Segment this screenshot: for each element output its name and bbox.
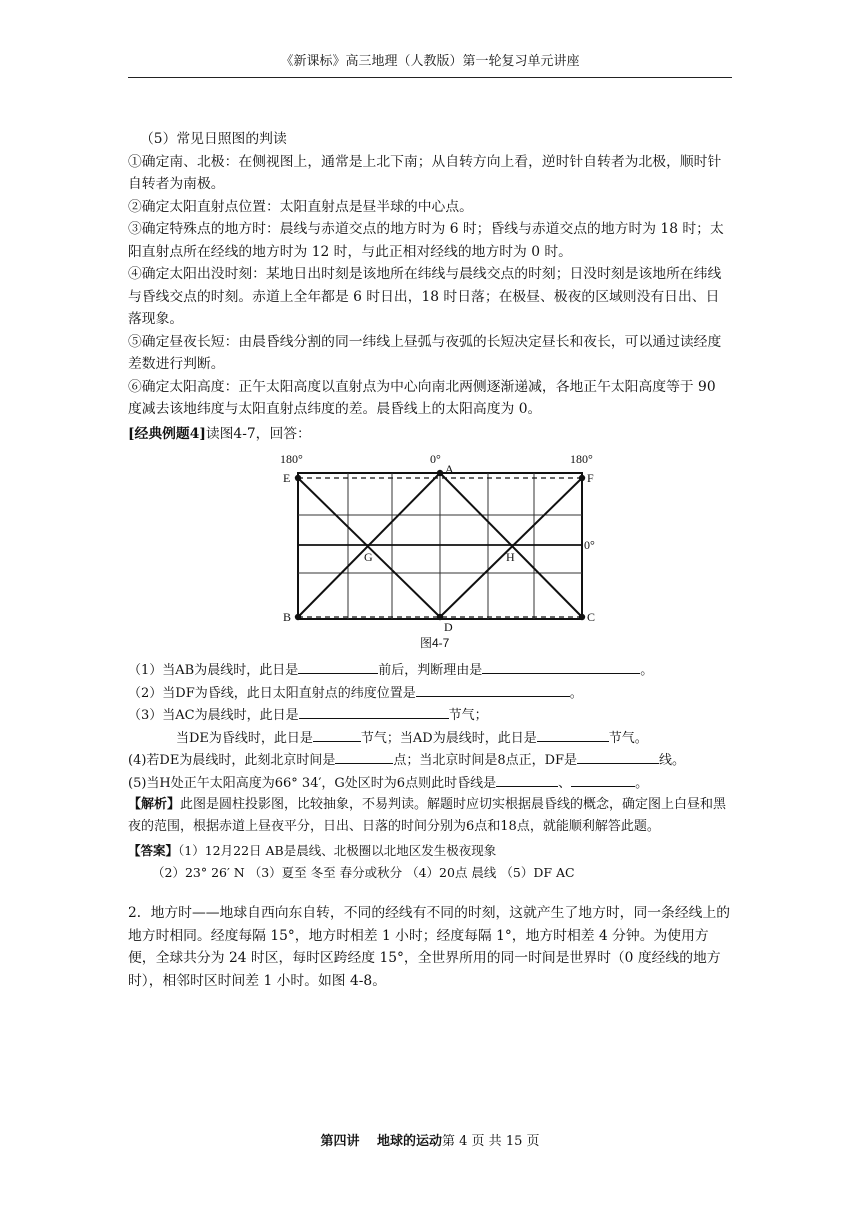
analysis-tag: 【解析】 — [128, 797, 181, 812]
footer-page: 第 4 页 共 15 页 — [442, 1134, 540, 1149]
question-text: 。 — [635, 775, 649, 791]
section5-item: ①确定南、北极：在侧视图上，通常是上北下南；从自转方向上看，逆时针自转者为北极，顺时针自转者为南极。 — [128, 153, 722, 192]
answer-blank — [335, 749, 393, 764]
question-text: 。 — [640, 663, 654, 678]
sunlight-diagram — [278, 449, 598, 659]
question-text: （1）当AB为晨线时，此日是 — [128, 663, 299, 678]
page-footer — [0, 1130, 860, 1149]
figure-caption: 图4-7 — [420, 636, 450, 650]
answer-blank — [482, 659, 640, 674]
equator-label: 0° — [584, 538, 595, 552]
question-text: （3）当AC为晨线时，此日是 — [128, 708, 299, 723]
header-rule — [128, 77, 732, 78]
meridian-lines — [348, 473, 534, 619]
section5-item: ⑥确定太阳高度：正午太阳高度以直射点为中心向南北两侧逐渐递减，各地正午太阳高度等于 90 度减去该地纬度与太阳直射点纬度的差。晨昏线上的太阳高度为 0。 — [128, 378, 716, 417]
answer-blank — [537, 727, 609, 742]
answer-line-2: （2）23° 26′ N （3）夏至 冬至 春分或秋分 （4）20点 晨线 （5）DF AC — [152, 865, 575, 880]
section5-title: （5）常见日照图的判读 — [140, 131, 287, 147]
section5-item: ③确定特殊点的地方时：晨线与赤道交点的地方时为 6 时；昏线与赤道交点的地方时为 18 时；太阳直射点所在经线的地方时为 12 时，与此正相对经线的地方时为 0 时。 — [128, 221, 724, 260]
question-text: 、 — [558, 775, 572, 791]
question-text: 点；当北京时间是8点正，DF是 — [393, 753, 578, 768]
answer-line-1 — [128, 840, 732, 862]
answer-blank — [313, 727, 361, 742]
answer-tag: 【答案】 — [128, 843, 179, 858]
answer-blank — [571, 772, 635, 787]
question-3 — [128, 704, 732, 727]
question-text: （2）当DF为昏线，此日太阳直射点的纬度位置是 — [128, 685, 416, 701]
point-label-G: G — [364, 550, 373, 564]
answer-blank — [416, 682, 570, 697]
question-text: 当DE为昏线时，此日是 — [176, 730, 313, 746]
question-list — [128, 659, 732, 794]
lon-label-left: 180° — [280, 452, 303, 466]
question-2 — [128, 682, 732, 705]
point-label-E: E — [283, 471, 291, 485]
answer-blank — [298, 659, 378, 674]
lon-label-mid: 0° — [430, 452, 441, 466]
point-label-C: C — [587, 610, 596, 624]
question-text: 。 — [569, 685, 583, 701]
answer-blank — [577, 749, 659, 764]
lon-label-right: 180° — [570, 452, 593, 466]
question-text: 节气。 — [608, 730, 648, 746]
question-1 — [128, 659, 732, 682]
question-text: 节气； — [448, 708, 488, 723]
question-5 — [128, 772, 732, 795]
question-3-cont — [128, 727, 732, 750]
point-label-B: B — [283, 610, 292, 624]
question-text: (5)当H处正午太阳高度为66° 34′，G处区时为6点则此时昏线是 — [128, 775, 497, 791]
section2-paragraph: 2．地方时——地球自西向东自转，不同的经线有不同的时刻，这就产生了地方时，同一条经线上的地方时相同。经度每隔 15°，地方时相差 1 小时；经度每隔 1°，地方时相差 4 分钟。为使用方便，全球共分为 24 时区，每时区跨经度 15°，全世界所用的同一时间是世界时（0 度经线的地方时），相邻时区时间差 1 小时。如图 4-8。 — [128, 905, 731, 989]
answer-blank — [299, 704, 449, 719]
question-4 — [128, 749, 732, 772]
question-text: 节气；当AD为晨线时，此日是 — [360, 730, 537, 746]
point-label-H: H — [506, 550, 515, 564]
section5-item: ⑤确定昼夜长短：由晨昏线分割的同一纬线上昼弧与夜弧的长短决定昼长和夜长，可以通过读经度差数进行判断。 — [128, 333, 722, 372]
question-text: (4)若DE为晨线时，此刻北京时间是 — [128, 753, 336, 768]
analysis-text: 此图是圆柱投影图，比较抽象，不易判读。解题时应切实根据晨昏线的概念，确定图上白昼和黑夜的范围，根据赤道上昼夜平分，日出、日落的时间分别为6点和18点，就能顺利解答此题。 — [128, 797, 727, 834]
question-text: 前后，判断理由是 — [378, 663, 483, 678]
point-label-F: F — [587, 471, 594, 485]
example-tag: [经典例题4] — [128, 425, 206, 442]
page-header: 《新课标》高三地理（人教版）第一轮复习单元讲座 — [280, 54, 580, 69]
document-body — [128, 128, 732, 992]
example-heading — [128, 423, 732, 446]
answer-blank — [496, 772, 558, 787]
point-label-D: D — [444, 620, 453, 634]
answer-text: （1）12月22日 AB是晨线、北极圈以北地区发生极夜现象 — [178, 843, 497, 858]
analysis-block — [128, 794, 732, 838]
example-intro: 读图4-7，回答： — [205, 425, 311, 442]
point-label-A: A — [445, 462, 454, 476]
section5-item: ②确定太阳直射点位置：太阳直射点是昼半球的中心点。 — [128, 198, 473, 215]
section5-item: ④确定太阳出没时刻：某地日出时刻是该地所在纬线与晨线交点的时刻；日没时刻是该地所在纬线与昏线交点的时刻。赤道上全年都是 6 时日出，18 时日落；在极昼、极夜的区域则没有日出、日落现象。 — [128, 266, 722, 327]
footer-chapter: 第四讲 地球的运动 — [320, 1134, 443, 1149]
question-text: 线。 — [659, 753, 686, 768]
figure-4-7 — [128, 449, 732, 659]
